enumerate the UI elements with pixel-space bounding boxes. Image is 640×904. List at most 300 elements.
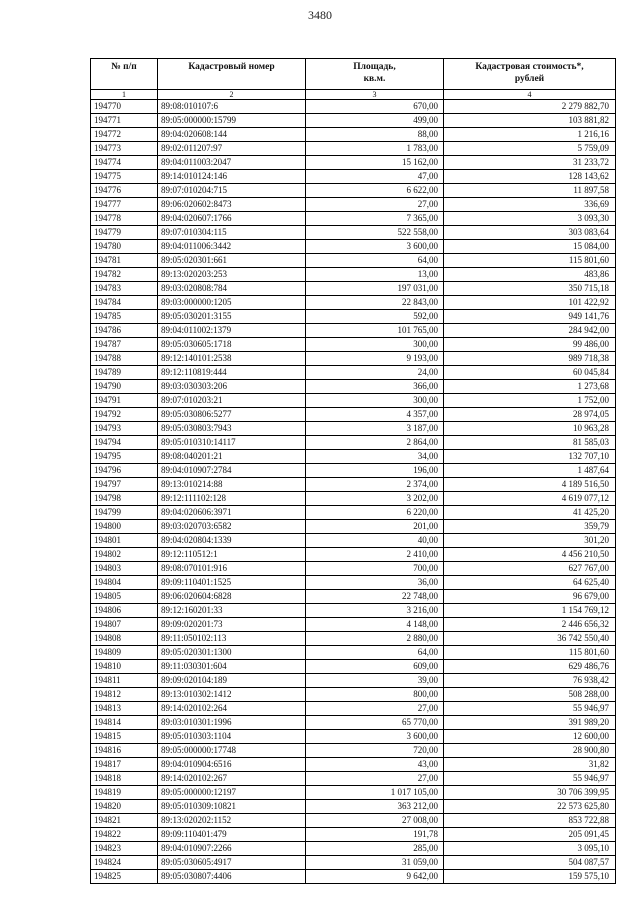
cell-cadastral-value: 4 619 077,12 — [444, 492, 616, 506]
cell-cadastral-value: 15 084,00 — [444, 240, 616, 254]
cell-area: 191,78 — [306, 828, 444, 842]
cell-area: 36,00 — [306, 576, 444, 590]
cell-cadastral-number: 89:02:011207:97 — [158, 142, 306, 156]
table-row — [91, 394, 616, 408]
cell-area: 43,00 — [306, 758, 444, 772]
cell-cadastral-value: 949 141,76 — [444, 310, 616, 324]
cell-cadastral-number: 89:04:010907:2266 — [158, 842, 306, 856]
table-row — [91, 758, 616, 772]
cell-cadastral-value: 115 801,60 — [444, 646, 616, 660]
cell-cadastral-value: 76 938,42 — [444, 674, 616, 688]
table-row — [91, 422, 616, 436]
cell-row-number: 194789 — [91, 366, 158, 380]
cell-cadastral-value: 284 942,00 — [444, 324, 616, 338]
cell-cadastral-value: 55 946,97 — [444, 702, 616, 716]
table-row — [91, 632, 616, 646]
cell-cadastral-value: 508 288,00 — [444, 688, 616, 702]
table-row — [91, 478, 616, 492]
cell-cadastral-value: 36 742 550,40 — [444, 632, 616, 646]
header-row — [91, 59, 616, 90]
page-number: 3480 — [308, 8, 332, 22]
cell-cadastral-number: 89:07:010203:21 — [158, 394, 306, 408]
cell-area: 2 374,00 — [306, 478, 444, 492]
table-row — [91, 408, 616, 422]
cell-cadastral-number: 89:11:050102:113 — [158, 632, 306, 646]
cell-cadastral-value: 41 425,20 — [444, 506, 616, 520]
cell-cadastral-value: 989 718,38 — [444, 352, 616, 366]
cell-row-number: 194824 — [91, 856, 158, 870]
cell-row-number: 194809 — [91, 646, 158, 660]
cell-cadastral-value: 1 273,68 — [444, 380, 616, 394]
cell-cadastral-value: 64 625,40 — [444, 576, 616, 590]
table-row — [91, 450, 616, 464]
table-row — [91, 716, 616, 730]
cell-row-number: 194791 — [91, 394, 158, 408]
cell-cadastral-value: 55 946,97 — [444, 772, 616, 786]
cell-cadastral-number: 89:12:111102:128 — [158, 492, 306, 506]
cell-row-number: 194790 — [91, 380, 158, 394]
cell-row-number: 194796 — [91, 464, 158, 478]
cell-area: 22 748,00 — [306, 590, 444, 604]
header-area — [306, 59, 444, 90]
cell-area: 7 365,00 — [306, 212, 444, 226]
cell-cadastral-number: 89:05:010310:14117 — [158, 436, 306, 450]
cell-cadastral-value: 101 422,92 — [444, 296, 616, 310]
cell-cadastral-value: 28 900,80 — [444, 744, 616, 758]
column-index-row — [91, 90, 616, 100]
cell-area: 64,00 — [306, 254, 444, 268]
table-row — [91, 156, 616, 170]
cell-row-number: 194778 — [91, 212, 158, 226]
cell-cadastral-value: 336,69 — [444, 198, 616, 212]
cell-cadastral-value: 3 093,30 — [444, 212, 616, 226]
cell-row-number: 194771 — [91, 114, 158, 128]
cell-cadastral-number: 89:03:010301:1996 — [158, 716, 306, 730]
cell-cadastral-number: 89:09:110401:479 — [158, 828, 306, 842]
cell-area: 4 148,00 — [306, 618, 444, 632]
cell-row-number: 194797 — [91, 478, 158, 492]
cell-cadastral-number: 89:08:010107:6 — [158, 100, 306, 114]
cell-area: 64,00 — [306, 646, 444, 660]
header-num-label: № п/п — [111, 62, 137, 72]
cell-cadastral-number: 89:03:030303:206 — [158, 380, 306, 394]
table-row — [91, 100, 616, 114]
cell-area: 9 193,00 — [306, 352, 444, 366]
table-row — [91, 338, 616, 352]
cell-area: 197 031,00 — [306, 282, 444, 296]
cell-area: 3 600,00 — [306, 240, 444, 254]
cell-area: 6 220,00 — [306, 506, 444, 520]
cell-cadastral-value: 1 752,00 — [444, 394, 616, 408]
cell-row-number: 194780 — [91, 240, 158, 254]
cell-cadastral-number: 89:05:020301:1300 — [158, 646, 306, 660]
cell-cadastral-value: 359,79 — [444, 520, 616, 534]
table-row — [91, 814, 616, 828]
cell-row-number: 194785 — [91, 310, 158, 324]
cell-cadastral-value: 4 456 210,50 — [444, 548, 616, 562]
table-row — [91, 282, 616, 296]
cell-row-number: 194807 — [91, 618, 158, 632]
cell-row-number: 194813 — [91, 702, 158, 716]
cell-cadastral-number: 89:14:020102:267 — [158, 772, 306, 786]
cell-cadastral-value: 81 585,03 — [444, 436, 616, 450]
cell-cadastral-value: 10 963,28 — [444, 422, 616, 436]
cell-area: 300,00 — [306, 394, 444, 408]
cell-cadastral-value: 1 216,16 — [444, 128, 616, 142]
table-row — [91, 590, 616, 604]
cell-cadastral-value: 128 143,62 — [444, 170, 616, 184]
cell-cadastral-number: 89:08:070101:916 — [158, 562, 306, 576]
cell-row-number: 194817 — [91, 758, 158, 772]
cell-area: 2 864,00 — [306, 436, 444, 450]
cell-cadastral-number: 89:04:020608:144 — [158, 128, 306, 142]
cell-row-number: 194814 — [91, 716, 158, 730]
cell-cadastral-value: 853 722,88 — [444, 814, 616, 828]
cell-cadastral-number: 89:09:020201:73 — [158, 618, 306, 632]
cell-cadastral-number: 89:03:000000:1205 — [158, 296, 306, 310]
cell-row-number: 194819 — [91, 786, 158, 800]
cell-cadastral-number: 89:13:010302:1412 — [158, 688, 306, 702]
table-row — [91, 828, 616, 842]
table-row — [91, 520, 616, 534]
cell-cadastral-number: 89:05:030807:4406 — [158, 870, 306, 884]
table-row — [91, 604, 616, 618]
table-row — [91, 688, 616, 702]
table-row — [91, 464, 616, 478]
cell-cadastral-number: 89:05:010309:10821 — [158, 800, 306, 814]
cell-cadastral-number: 89:04:010907:2784 — [158, 464, 306, 478]
cell-cadastral-number: 89:05:030803:7943 — [158, 422, 306, 436]
table-row — [91, 366, 616, 380]
cell-cadastral-value: 205 091,45 — [444, 828, 616, 842]
cell-row-number: 194784 — [91, 296, 158, 310]
table-row — [91, 128, 616, 142]
cell-cadastral-number: 89:05:030806:5277 — [158, 408, 306, 422]
table-header — [91, 59, 616, 100]
cell-area: 2 410,00 — [306, 548, 444, 562]
cell-cadastral-value: 1 487,64 — [444, 464, 616, 478]
cell-row-number: 194803 — [91, 562, 158, 576]
cell-row-number: 194799 — [91, 506, 158, 520]
cell-cadastral-number: 89:05:000000:15799 — [158, 114, 306, 128]
cell-row-number: 194792 — [91, 408, 158, 422]
cell-area: 9 642,00 — [306, 870, 444, 884]
cell-cadastral-number: 89:11:030301:604 — [158, 660, 306, 674]
cell-cadastral-value: 22 573 625,80 — [444, 800, 616, 814]
cell-row-number: 194775 — [91, 170, 158, 184]
table-row — [91, 114, 616, 128]
cell-area: 609,00 — [306, 660, 444, 674]
cell-area: 34,00 — [306, 450, 444, 464]
column-index-4: 4 — [444, 90, 616, 100]
cell-cadastral-number: 89:09:110401:1525 — [158, 576, 306, 590]
cell-cadastral-value: 31 233,72 — [444, 156, 616, 170]
cell-area: 592,00 — [306, 310, 444, 324]
cell-cadastral-value: 627 767,00 — [444, 562, 616, 576]
cell-area: 700,00 — [306, 562, 444, 576]
cell-area: 39,00 — [306, 674, 444, 688]
table-row — [91, 744, 616, 758]
cell-cadastral-number: 89:04:011006:3442 — [158, 240, 306, 254]
cell-row-number: 194820 — [91, 800, 158, 814]
table-row — [91, 184, 616, 198]
cell-cadastral-value: 30 706 399,95 — [444, 786, 616, 800]
cadastral-table — [90, 58, 616, 884]
cell-cadastral-value: 2 446 656,32 — [444, 618, 616, 632]
cell-row-number: 194786 — [91, 324, 158, 338]
cell-cadastral-value: 504 087,57 — [444, 856, 616, 870]
cell-cadastral-number: 89:03:020808:784 — [158, 282, 306, 296]
table-row — [91, 562, 616, 576]
cell-cadastral-value: 99 486,00 — [444, 338, 616, 352]
table-row — [91, 856, 616, 870]
table-row — [91, 660, 616, 674]
cell-cadastral-value: 301,20 — [444, 534, 616, 548]
table-row — [91, 870, 616, 884]
cell-cadastral-value: 483,86 — [444, 268, 616, 282]
cell-area: 27,00 — [306, 772, 444, 786]
cell-cadastral-number: 89:13:020202:1152 — [158, 814, 306, 828]
cell-area: 27,00 — [306, 702, 444, 716]
cell-area: 3 600,00 — [306, 730, 444, 744]
cell-area: 499,00 — [306, 114, 444, 128]
cell-area: 3 187,00 — [306, 422, 444, 436]
cell-row-number: 194802 — [91, 548, 158, 562]
cell-row-number: 194801 — [91, 534, 158, 548]
cell-area: 363 212,00 — [306, 800, 444, 814]
cell-row-number: 194783 — [91, 282, 158, 296]
cell-cadastral-value: 132 707,10 — [444, 450, 616, 464]
table-row — [91, 380, 616, 394]
cell-cadastral-value: 4 189 516,50 — [444, 478, 616, 492]
cell-row-number: 194816 — [91, 744, 158, 758]
cell-area: 300,00 — [306, 338, 444, 352]
header-area-label2: кв.м. — [363, 74, 386, 84]
cell-area: 13,00 — [306, 268, 444, 282]
cell-area: 196,00 — [306, 464, 444, 478]
table-row — [91, 534, 616, 548]
cell-row-number: 194781 — [91, 254, 158, 268]
table-row — [91, 646, 616, 660]
cell-row-number: 194805 — [91, 590, 158, 604]
table-row — [91, 170, 616, 184]
cell-area: 4 357,00 — [306, 408, 444, 422]
table-row — [91, 296, 616, 310]
cell-row-number: 194818 — [91, 772, 158, 786]
cell-cadastral-number: 89:05:010303:1104 — [158, 730, 306, 744]
cell-cadastral-value: 2 279 882,70 — [444, 100, 616, 114]
cell-area: 1 783,00 — [306, 142, 444, 156]
table-row — [91, 674, 616, 688]
cell-cadastral-number: 89:12:110512:1 — [158, 548, 306, 562]
cell-cadastral-number: 89:14:010124:146 — [158, 170, 306, 184]
cell-row-number: 194788 — [91, 352, 158, 366]
cell-row-number: 194782 — [91, 268, 158, 282]
cell-cadastral-number: 89:12:140101:2538 — [158, 352, 306, 366]
cell-cadastral-value: 350 715,18 — [444, 282, 616, 296]
cell-area: 27 008,00 — [306, 814, 444, 828]
cell-cadastral-number: 89:12:110819:444 — [158, 366, 306, 380]
table-row — [91, 772, 616, 786]
header-area-label: Площадь, — [353, 62, 396, 72]
cell-cadastral-number: 89:05:030201:3155 — [158, 310, 306, 324]
cell-cadastral-number: 89:04:010904:6516 — [158, 758, 306, 772]
table-row — [91, 506, 616, 520]
cell-cadastral-number: 89:07:010304:115 — [158, 226, 306, 240]
cell-row-number: 194822 — [91, 828, 158, 842]
cell-area: 1 017 105,00 — [306, 786, 444, 800]
cell-area: 3 202,00 — [306, 492, 444, 506]
table-row — [91, 198, 616, 212]
cell-cadastral-number: 89:04:020804:1339 — [158, 534, 306, 548]
cell-cadastral-number: 89:12:160201:33 — [158, 604, 306, 618]
cell-cadastral-number: 89:14:020102:264 — [158, 702, 306, 716]
cell-row-number: 194774 — [91, 156, 158, 170]
table-row — [91, 548, 616, 562]
cell-area: 65 770,00 — [306, 716, 444, 730]
table-row — [91, 212, 616, 226]
cell-cadastral-number: 89:05:000000:17748 — [158, 744, 306, 758]
cell-row-number: 194777 — [91, 198, 158, 212]
cell-area: 88,00 — [306, 128, 444, 142]
cell-cadastral-value: 391 989,20 — [444, 716, 616, 730]
table-row — [91, 842, 616, 856]
cell-cadastral-value: 96 679,00 — [444, 590, 616, 604]
cell-cadastral-number: 89:04:011002:1379 — [158, 324, 306, 338]
cell-cadastral-number: 89:06:020604:6828 — [158, 590, 306, 604]
cell-area: 47,00 — [306, 170, 444, 184]
cell-row-number: 194776 — [91, 184, 158, 198]
cell-cadastral-number: 89:05:030605:4917 — [158, 856, 306, 870]
cell-row-number: 194798 — [91, 492, 158, 506]
table-row — [91, 226, 616, 240]
cell-area: 201,00 — [306, 520, 444, 534]
cell-row-number: 194808 — [91, 632, 158, 646]
cell-row-number: 194812 — [91, 688, 158, 702]
cell-cadastral-number: 89:09:020104:189 — [158, 674, 306, 688]
table-row — [91, 240, 616, 254]
column-index-2: 2 — [158, 90, 306, 100]
cell-row-number: 194770 — [91, 100, 158, 114]
cell-cadastral-number: 89:05:030605:1718 — [158, 338, 306, 352]
header-value — [444, 59, 616, 90]
header-cadastral — [158, 59, 306, 90]
cell-area: 3 216,00 — [306, 604, 444, 618]
cell-cadastral-number: 89:07:010204:715 — [158, 184, 306, 198]
cell-cadastral-number: 89:04:011003:2047 — [158, 156, 306, 170]
table-row — [91, 702, 616, 716]
cell-cadastral-value: 11 897,58 — [444, 184, 616, 198]
cell-row-number: 194823 — [91, 842, 158, 856]
cell-cadastral-number: 89:05:000000:12197 — [158, 786, 306, 800]
header-num — [91, 59, 158, 90]
table-row — [91, 268, 616, 282]
column-index-3: 3 — [306, 90, 444, 100]
table-row — [91, 618, 616, 632]
cell-area: 22 843,00 — [306, 296, 444, 310]
cell-cadastral-value: 31,82 — [444, 758, 616, 772]
cell-cadastral-value: 115 801,60 — [444, 254, 616, 268]
cell-area: 27,00 — [306, 198, 444, 212]
table-row — [91, 786, 616, 800]
table-row — [91, 800, 616, 814]
cell-area: 366,00 — [306, 380, 444, 394]
table-row — [91, 436, 616, 450]
cell-cadastral-number: 89:03:020703:6582 — [158, 520, 306, 534]
cell-cadastral-value: 159 575,10 — [444, 870, 616, 884]
cell-area: 285,00 — [306, 842, 444, 856]
header-value-label: Кадастровая стоимость*, — [475, 62, 584, 72]
cell-area: 31 059,00 — [306, 856, 444, 870]
table-row — [91, 310, 616, 324]
cell-cadastral-number: 89:04:020606:3971 — [158, 506, 306, 520]
cell-area: 15 162,00 — [306, 156, 444, 170]
table-row — [91, 254, 616, 268]
cell-area: 720,00 — [306, 744, 444, 758]
cell-cadastral-value: 103 881,82 — [444, 114, 616, 128]
cell-cadastral-value: 1 154 769,12 — [444, 604, 616, 618]
cell-row-number: 194787 — [91, 338, 158, 352]
table-row — [91, 142, 616, 156]
table-row — [91, 730, 616, 744]
cell-cadastral-number: 89:13:010214:88 — [158, 478, 306, 492]
table-row — [91, 576, 616, 590]
cell-row-number: 194804 — [91, 576, 158, 590]
cell-area: 101 765,00 — [306, 324, 444, 338]
cell-area: 2 880,00 — [306, 632, 444, 646]
header-value-label2: рублей — [514, 74, 545, 84]
table-row — [91, 352, 616, 366]
cell-area: 800,00 — [306, 688, 444, 702]
cell-area: 24,00 — [306, 366, 444, 380]
cell-row-number: 194773 — [91, 142, 158, 156]
cell-row-number: 194800 — [91, 520, 158, 534]
column-index-1: 1 — [91, 90, 158, 100]
cell-area: 6 622,00 — [306, 184, 444, 198]
cell-cadastral-value: 12 600,00 — [444, 730, 616, 744]
header-cadastral-label: Кадастровый номер — [188, 62, 275, 72]
cell-cadastral-number: 89:13:020203:253 — [158, 268, 306, 282]
cell-cadastral-value: 629 486,76 — [444, 660, 616, 674]
cell-cadastral-value: 303 083,64 — [444, 226, 616, 240]
cell-row-number: 194811 — [91, 674, 158, 688]
cell-row-number: 194810 — [91, 660, 158, 674]
cell-cadastral-value: 5 759,09 — [444, 142, 616, 156]
cell-cadastral-value: 28 974,05 — [444, 408, 616, 422]
table-row — [91, 324, 616, 338]
cell-area: 522 558,00 — [306, 226, 444, 240]
cell-cadastral-number: 89:06:020602:8473 — [158, 198, 306, 212]
cell-cadastral-value: 60 045,84 — [444, 366, 616, 380]
cell-row-number: 194793 — [91, 422, 158, 436]
cell-cadastral-number: 89:08:040201:21 — [158, 450, 306, 464]
cell-row-number: 194821 — [91, 814, 158, 828]
cell-area: 670,00 — [306, 100, 444, 114]
cell-row-number: 194825 — [91, 870, 158, 884]
cell-row-number: 194772 — [91, 128, 158, 142]
cell-cadastral-number: 89:04:020607:1766 — [158, 212, 306, 226]
cell-row-number: 194815 — [91, 730, 158, 744]
cell-row-number: 194794 — [91, 436, 158, 450]
table-row — [91, 492, 616, 506]
cell-cadastral-value: 3 095,10 — [444, 842, 616, 856]
cell-row-number: 194806 — [91, 604, 158, 618]
table-body — [91, 100, 616, 884]
cell-row-number: 194795 — [91, 450, 158, 464]
cell-cadastral-number: 89:05:020301:661 — [158, 254, 306, 268]
cell-area: 40,00 — [306, 534, 444, 548]
cell-row-number: 194779 — [91, 226, 158, 240]
